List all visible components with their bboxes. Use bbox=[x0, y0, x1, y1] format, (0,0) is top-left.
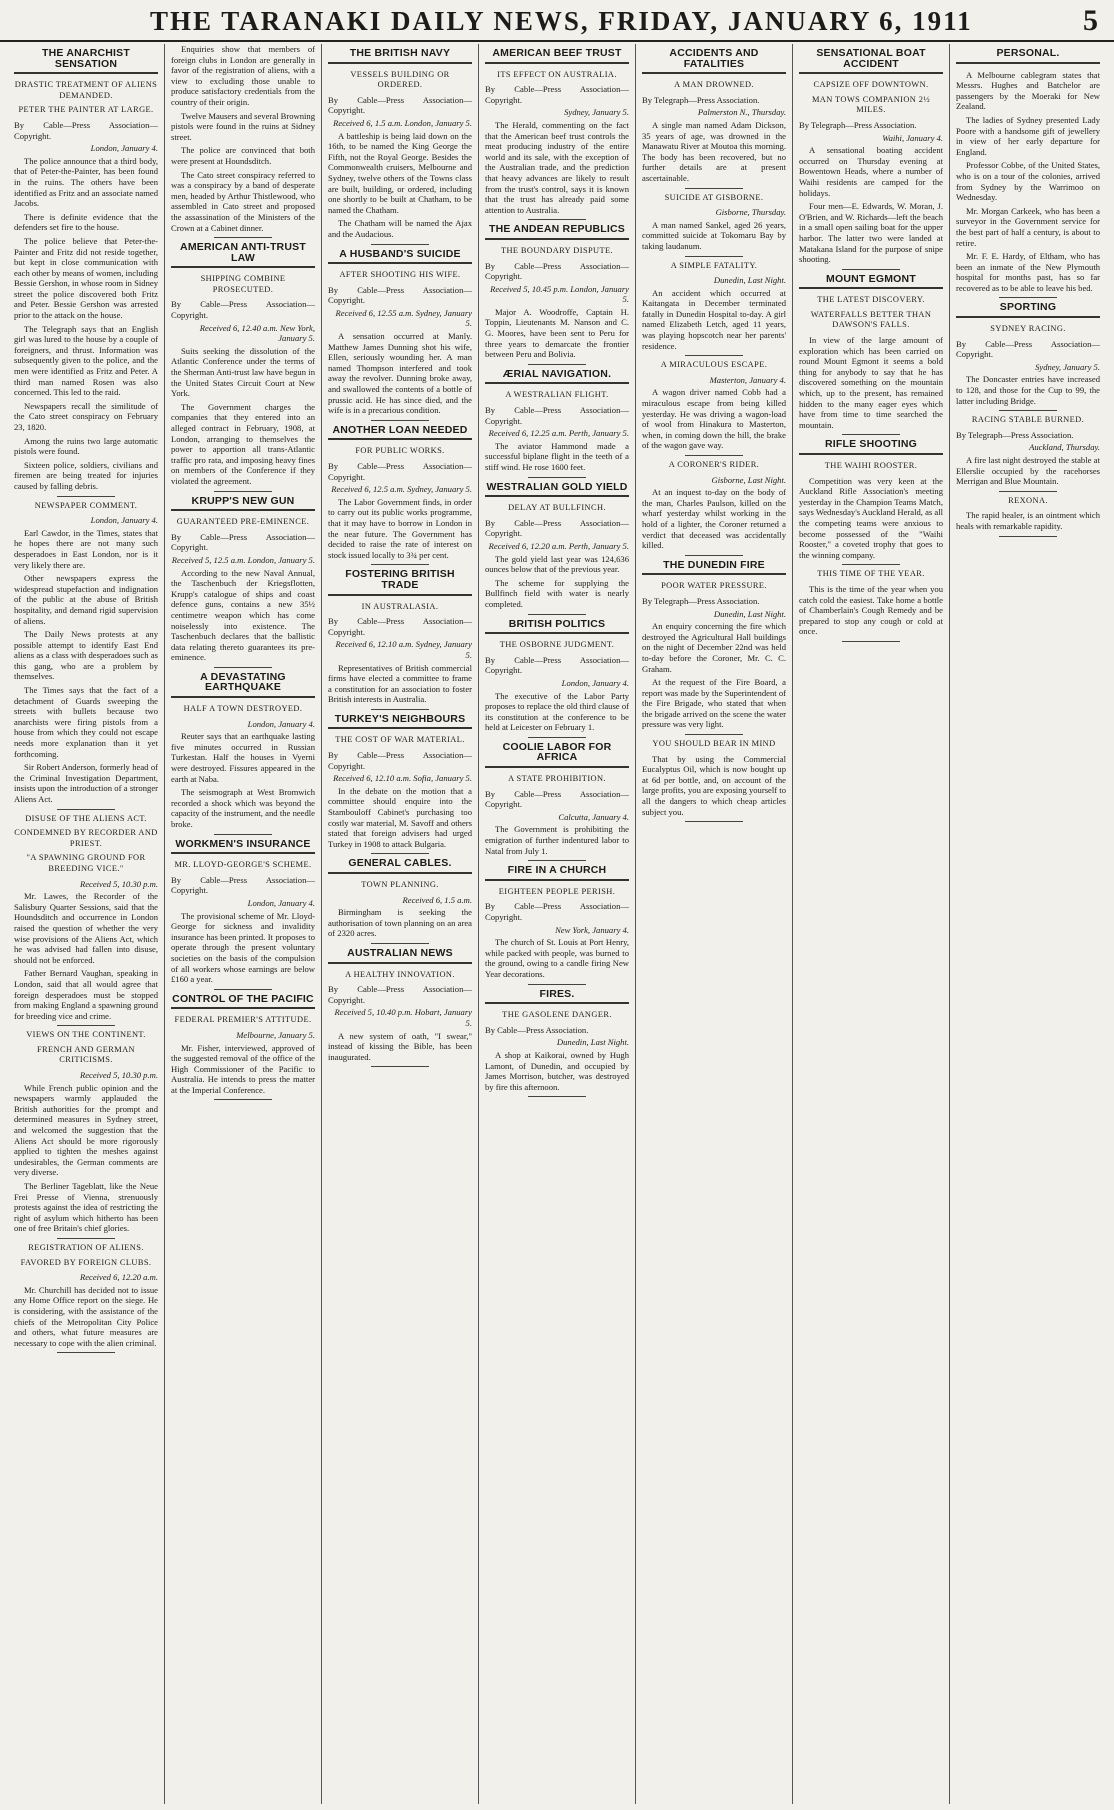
article-headline: RIFLE SHOOTING bbox=[799, 439, 943, 455]
article-paragraph: According to the new Naval Annual, the Taschenbuch der Kriegsflotten, Krupp's catalogue of ships and coast defence guns, contains a new 35½ centimetre weapon which has come noiselessly into existence. The Taschenbuch declares that the ballistic data relating thereto guarantees its pre-eminence. bbox=[171, 567, 315, 663]
article bbox=[956, 415, 1100, 492]
article-dateline: Received 6, 1.5 a.m. bbox=[402, 894, 472, 905]
article-dateline: Sydney, January 5. bbox=[564, 107, 629, 118]
article-subhead: EIGHTEEN PEOPLE PERISH. bbox=[498, 886, 616, 896]
article-paragraph: A sensation occurred at Manly. Matthew James Dunning shot his wife, Ellen, seriously wounding her. A man named Thompson interfered and took away the revolver. Dunning broke away, and swallowed the contents of a bottle of prussic acid. He has since died, and the wife is in a precarious condition. bbox=[328, 331, 472, 416]
section-divider bbox=[371, 709, 429, 710]
news-column bbox=[165, 44, 322, 1804]
article-dateline: Gisborne, Last Night. bbox=[711, 474, 786, 485]
article-subhead: IN AUSTRALASIA. bbox=[361, 601, 439, 611]
article-dateline: Received 6, 12.10 a.m. Sydney, January 5. bbox=[335, 639, 472, 660]
article-dateline: Received 6, 12.20 a.m. Perth, January 5. bbox=[488, 540, 629, 551]
article-paragraph: The Chatham will be named the Ajax and the Audacious. bbox=[328, 218, 472, 239]
article-paragraph: The aviator Hammond made a successful biplane flight in the teeth of a stiff wind. He rose 1600 feet. bbox=[485, 440, 629, 472]
article-paragraph: Mr. Churchill has decided not to issue any Home Office report on the siege. He is considering, with the assistance of the chiefs of the Metropolitan City Police and others, what future measures are necessary to cope with the alien criminal. bbox=[14, 1284, 158, 1348]
section-divider bbox=[685, 256, 743, 257]
section-divider bbox=[57, 1238, 115, 1239]
article-subhead: MAN TOWS COMPANION 2½ MILES. bbox=[811, 94, 931, 115]
article-subhead: A SIMPLE FATALITY. bbox=[670, 260, 758, 270]
section-divider bbox=[528, 614, 586, 615]
section-divider bbox=[214, 491, 272, 492]
article bbox=[485, 742, 629, 861]
article-subhead: DELAY AT BULLFINCH. bbox=[508, 503, 606, 513]
article bbox=[642, 360, 786, 456]
article-subhead: DRASTIC TREATMENT OF ALIENS DEMANDED. bbox=[14, 80, 158, 100]
section-divider bbox=[371, 244, 429, 245]
article-headline: FOSTERING BRITISH TRADE bbox=[328, 569, 472, 595]
section-divider bbox=[685, 188, 743, 189]
article-subhead: WATERFALLS BETTER THAN DAWSON'S FALLS. bbox=[810, 309, 932, 330]
article bbox=[171, 839, 315, 990]
article-paragraph: The church of St. Louis at Port Henry, while packed with people, was burned to the ground, owing to a candle firing New Year decorations. bbox=[485, 937, 629, 979]
article-headline: A HUSBAND'S SUICIDE bbox=[328, 249, 472, 265]
article-byline: By Cable—Press Association—Copyright. bbox=[328, 94, 472, 116]
article bbox=[642, 460, 786, 556]
article-headline: ACCIDENTS AND FATALITIES bbox=[642, 48, 786, 74]
article-headline: ANOTHER LOAN NEEDED bbox=[328, 425, 472, 441]
article-byline: By Cable—Press Association—Copyright. bbox=[328, 616, 472, 637]
section-divider bbox=[842, 641, 900, 642]
article-paragraph: A new system of oath, "I swear," instead of kissing the Bible, has been inaugurated. bbox=[328, 1030, 472, 1062]
article-subhead: SYDNEY RACING. bbox=[990, 324, 1066, 334]
article-paragraph: A single man named Adam Dickson, 35 years of age, was drowned in the Manawatu River at Moutoa this morning. The body has been recovered, but no further details are at present ascertainable. bbox=[642, 119, 786, 183]
article-headline: TURKEY'S NEIGHBOURS bbox=[328, 714, 472, 730]
article-paragraph: An accident which occurred at Kaitangata in December terminated fatally in Dunedin Hospital to-day. A girl named Elizabeth Letch, aged 11 years, was playing hopscotch near her parents' residence. bbox=[642, 287, 786, 351]
article bbox=[799, 569, 943, 642]
article-subhead: POOR WATER PRESSURE. bbox=[661, 581, 767, 591]
article-paragraph: The Government is prohibiting the emigration of further indentured labor to Natal from July 1. bbox=[485, 824, 629, 856]
article bbox=[171, 242, 315, 491]
article-subhead: THE GASOLENE DANGER. bbox=[502, 1010, 612, 1020]
article-byline: By Telegraph—Press Association. bbox=[799, 119, 917, 130]
article-subhead: A WESTRALIAN FLIGHT. bbox=[505, 390, 609, 400]
article-paragraph: The gold yield last year was 124,636 ounces below that of the previous year. bbox=[485, 553, 629, 575]
article-paragraph: The executive of the Labor Party proposes to replace the old third clause of its constitution at the conference to be held at Leicester on February 1. bbox=[485, 690, 629, 733]
news-column bbox=[950, 44, 1106, 1804]
section-divider bbox=[371, 943, 429, 944]
article-paragraph: In view of the large amount of exploration which has been carried on round Mount Egmont it seems a bold thing for anybody to say that he has discovered something on the mountain which, up to the present, has remained hidden to the many eager eyes which have from time to time searched the mountain. bbox=[799, 335, 943, 430]
section-divider bbox=[528, 1096, 586, 1097]
article-subhead: FRENCH AND GERMAN CRITICISMS. bbox=[36, 1044, 135, 1065]
section-divider bbox=[57, 809, 115, 810]
section-divider bbox=[371, 853, 429, 854]
article-paragraph: The ladies of Sydney presented Lady Poore with a handsome gift of jewellery in view of her early departure for England. bbox=[956, 114, 1100, 157]
article-dateline: Calcutta, January 4. bbox=[558, 811, 629, 822]
article-paragraph: The police believe that Peter-the-Painter and Fritz did not reside together, but kept in close communication with each other by means of women, including Bessie Gershon, in whose room in Sidney street the police discovered both Fritz and Peter. Bessie Gershon was arrested prior to the attack on the house. bbox=[14, 235, 158, 321]
section-divider bbox=[999, 491, 1057, 492]
article bbox=[14, 1030, 158, 1239]
article-paragraph: While French public opinion and the newspapers warmly applauded the British authorities for the prompt and determined measures in Sydney street, and welcomed the suggestion that the Aliens Act should be more rigorously applied to tighten the meshes against undesirables, the German comments are very diverse. bbox=[14, 1082, 158, 1178]
article-dateline: London, January 4. bbox=[90, 143, 158, 154]
article-headline: PERSONAL. bbox=[956, 48, 1100, 64]
article-paragraph: A Melbourne cablegram states that Messrs. Hughes and Batchelor are passengers by the Moeraki for New Zealand. bbox=[956, 69, 1100, 112]
article-subhead: A MAN DROWNED. bbox=[674, 80, 754, 90]
section-divider bbox=[528, 219, 586, 220]
article-subhead: A MIRACULOUS ESCAPE. bbox=[660, 360, 768, 370]
article-byline: By Cable—Press Association—Copyright. bbox=[328, 750, 472, 771]
article bbox=[485, 619, 629, 738]
article-paragraph: This is the time of the year when you catch cold the easiest. Take home a bottle of Chamberlain's Cough Remedy and be prepared to stop any cough or cold at once. bbox=[799, 583, 943, 637]
article-headline: THE ANDEAN REPUBLICS bbox=[485, 224, 629, 240]
article-paragraph: The Cato street conspiracy referred to was a conspiracy by a band of desperate men, headed by Arthur Thistlewood, who assembled in Cato street and proposed the assassination of the Ministers of the Crown at a Cabinet dinner. bbox=[171, 169, 315, 233]
article-headline: AUSTRALIAN NEWS bbox=[328, 948, 472, 964]
article-subhead: TOWN PLANNING. bbox=[361, 880, 439, 889]
article-subhead: AFTER SHOOTING HIS WIFE. bbox=[339, 270, 461, 280]
article-paragraph: Twelve Mausers and several Browning pistols were found in the ruins at Sidney street. bbox=[171, 110, 315, 142]
article-byline: By Cable—Press Association—Copyright. bbox=[328, 984, 472, 1005]
article-dateline: Dunedin, Last Night. bbox=[713, 275, 786, 286]
article-paragraph: Professor Cobbe, of the United States, who is on a tour of the colonies, arrived from Sydney by the Warrimoo on Wednesday. bbox=[956, 160, 1100, 203]
article-byline: By Telegraph—Press Association. bbox=[642, 595, 760, 606]
article-subhead: CAPSIZE OFF DOWNTOWN. bbox=[813, 80, 929, 90]
masthead bbox=[0, 0, 1114, 42]
article-paragraph: Mr. Fisher, interviewed, approved of the suggested removal of the office of the High Commissioner of the Pacific to Australia. He intends to press the matter at the Imperial Conference. bbox=[171, 1042, 315, 1095]
article-paragraph: The Doncaster entries have increased to 128, and those for the Cup to 99, the latter including Bridge. bbox=[956, 374, 1100, 406]
article-subhead: SHIPPING COMBINE PROSECUTED. bbox=[200, 274, 286, 294]
article-headline: KRUPP'S NEW GUN bbox=[171, 496, 315, 512]
article-dateline: London, January 4. bbox=[561, 677, 629, 688]
article-headline: MOUNT EGMONT bbox=[799, 274, 943, 290]
article-subhead: "A SPAWNING GROUND FOR BREEDING VICE." bbox=[26, 853, 146, 873]
article bbox=[642, 193, 786, 257]
article-subhead: THE LATEST DISCOVERY. bbox=[817, 295, 925, 305]
article-dateline: Melbourne, January 5. bbox=[236, 1029, 315, 1040]
article-headline: ÆRIAL NAVIGATION. bbox=[485, 369, 629, 385]
article-subhead: REGISTRATION OF ALIENS. bbox=[28, 1242, 144, 1252]
article-subhead: GUARANTEED PRE-EMINENCE. bbox=[176, 517, 310, 527]
article bbox=[799, 274, 943, 436]
section-divider bbox=[685, 734, 743, 735]
article-paragraph: There is definite evidence that the defenders set fire to the house. bbox=[14, 211, 158, 233]
article-subhead: THE WAIHI ROOSTER. bbox=[824, 461, 918, 470]
article bbox=[485, 989, 629, 1098]
article-paragraph: That by using the Commercial Eucalyptus Oil, which is now bought up at 6d per bottle, and, on account of the large profits, you are exposing yourself to all the dangers to which cheap articles subject you. bbox=[642, 753, 786, 817]
section-divider bbox=[842, 564, 900, 565]
article-dateline: Received 6, 1.5 a.m. London, January 5. bbox=[333, 117, 472, 128]
article-paragraph: The provisional scheme of Mr. Lloyd-George for sickness and invalidity insurance has been printed. It proposes to operate through the present voluntary societies on the basis of the compulsion of all workers whose earnings are below £160 a year. bbox=[171, 910, 315, 985]
article-byline: By Cable—Press Association—Copyright. bbox=[485, 901, 629, 922]
article-subhead: HALF A TOWN DESTROYED. bbox=[183, 704, 303, 714]
article-byline: By Cable—Press Association—Copyright. bbox=[171, 299, 315, 321]
article-paragraph: The seismograph at West Bromwich recorded a shock which was beyond the capacity of the instrument, and the needle broke. bbox=[171, 787, 315, 829]
article-subhead: THIS TIME OF THE YEAR. bbox=[817, 569, 925, 579]
article-byline: By Telegraph—Press Association. bbox=[956, 429, 1074, 440]
section-divider bbox=[371, 564, 429, 565]
article-subhead: RACING STABLE BURNED. bbox=[971, 415, 1085, 425]
article-dateline: Auckland, Thursday. bbox=[1029, 442, 1100, 453]
section-divider bbox=[528, 984, 586, 985]
article-headline: THE BRITISH NAVY bbox=[328, 48, 472, 64]
article-headline: FIRE IN A CHURCH bbox=[485, 865, 629, 881]
article-dateline: London, January 4. bbox=[247, 718, 315, 729]
article-subhead: REXONA. bbox=[1008, 495, 1048, 505]
article-paragraph: At an inquest to-day on the body of the man, Charles Paulson, killed on the wharf yesterday whilst working in the hold of a lighter, the Coroner returned a verdict that deceased was accidentally killed. bbox=[642, 487, 786, 551]
article bbox=[328, 948, 472, 1067]
article-subhead: SUICIDE AT GISBORNE. bbox=[664, 192, 764, 202]
article-dateline: Received 6, 12.40 a.m. New York, January 5. bbox=[199, 322, 315, 344]
article bbox=[642, 261, 786, 357]
article-headline: COOLIE LABOR FOR AFRICA bbox=[485, 742, 629, 768]
section-divider bbox=[371, 1066, 429, 1067]
article-subhead: THE COST OF WAR MATERIAL. bbox=[335, 735, 465, 745]
section-divider bbox=[685, 355, 743, 356]
article-dateline: Received 6, 12.5 a.m. Sydney, January 5. bbox=[331, 484, 472, 495]
article-paragraph: The Times says that the fact of a detachment of Guards sweeping the streets with bullets because two anarchists were firing pistols from a house from which they could not escape needs more explanation than it yet forthcoming. bbox=[14, 685, 158, 759]
article-headline: THE DUNEDIN FIRE bbox=[642, 560, 786, 576]
article bbox=[328, 858, 472, 944]
article-headline: SENSATIONAL BOAT ACCIDENT bbox=[799, 48, 943, 74]
article-byline: By Cable—Press Association. bbox=[485, 1024, 589, 1035]
article bbox=[485, 224, 629, 365]
section-divider bbox=[214, 237, 272, 238]
article bbox=[642, 560, 786, 735]
article-headline: GENERAL CABLES. bbox=[328, 858, 472, 874]
article bbox=[328, 249, 472, 421]
article-paragraph: The police announce that a third body, that of Peter-the-Painter, has been found in the ruins. The others have been identified as Fritz and an associate named Jacobs. bbox=[14, 155, 158, 209]
article-paragraph: A battleship is being laid down on the 16th, to be named the King George the Fifth, not the Royal George. Besides the Commonwealth cruisers, Melbourne and Sydney, twelve others of the Towns class are built, building, or ordered, including one shortly to be built at Chatham, to be named the Chatham. bbox=[328, 130, 472, 215]
article-paragraph: Father Bernard Vaughan, speaking in London, said that all would agree that foreign desperadoes must be stopped from making England a spawning ground for breeding vice and crime. bbox=[14, 968, 158, 1021]
article-byline: By Cable—Press Association—Copyright. bbox=[171, 531, 315, 553]
article-paragraph: Mr. Lawes, the Recorder of the Salisbury Quarter Sessions, said that the Houndsditch and occurrence in London raised the question of whether the very wise provisions of the Aliens Act, which he was advised had fallen into disuse, should not be enforced. bbox=[14, 891, 158, 965]
section-divider bbox=[57, 496, 115, 497]
article-paragraph: Sixteen police, soldiers, civilians and firemen are being treated for injuries caused by falling debris. bbox=[14, 459, 158, 491]
section-divider bbox=[528, 737, 586, 738]
article-paragraph: In the debate on the motion that a committee should enquire into the Stambouloff Cabinet's purchasing too costly war material, M. Savoff and others stated that foreign advisers had urged Turkey in 1908 to attack Bulgaria. bbox=[328, 785, 472, 849]
article-paragraph: Representatives of British commercial firms have elected a committee to frame a constitution for an association to foster British interests in Australia. bbox=[328, 662, 472, 705]
article-subhead: A HEALTHY INNOVATION. bbox=[345, 969, 455, 979]
article-dateline: Masterton, January 4. bbox=[709, 374, 786, 385]
article-paragraph: Among the ruins two large automatic pistols were found. bbox=[14, 435, 158, 457]
article bbox=[328, 569, 472, 710]
article-dateline: Sydney, January 5. bbox=[1035, 361, 1100, 372]
article-paragraph: Sir Robert Anderson, formerly head of the Criminal Investigation Department, insists upon the introduction of a stronger Aliens Act. bbox=[14, 762, 158, 804]
article-headline: FIRES. bbox=[485, 989, 629, 1005]
article-subhead: NEWSPAPER COMMENT. bbox=[34, 500, 138, 510]
section-divider bbox=[57, 1352, 115, 1353]
article-dateline: Received 5, 12.5 a.m. London, January 5. bbox=[171, 554, 315, 565]
news-column bbox=[322, 44, 479, 1804]
article-byline: By Cable—Press Association—Copyright. bbox=[485, 654, 629, 676]
article-paragraph: A wagon driver named Cobb had a miraculous escape from being killed yesterday. He was driving a wagon-load of wool from Hinakura to Masterton, when, in coming down the hill, the brake of the wagon gave way. bbox=[642, 387, 786, 451]
article bbox=[956, 302, 1100, 411]
news-column bbox=[636, 44, 793, 1804]
article-headline: SPORTING bbox=[956, 302, 1100, 318]
article bbox=[485, 369, 629, 478]
article bbox=[14, 1243, 158, 1353]
section-divider bbox=[528, 860, 586, 861]
article-paragraph: Reuter says that an earthquake lasting five minutes occurred in Russian Turkestan. Half the houses in Vyerni were destroyed. Fissures appeared in the earth at Naba. bbox=[171, 731, 315, 784]
article-paragraph: An enquiry concerning the fire which destroyed the Agricultural Hall buildings on the night of December 22nd was held to-day before the Coroner, Mr. C. C. Graham. bbox=[642, 621, 786, 674]
section-divider bbox=[214, 989, 272, 990]
article bbox=[171, 672, 315, 835]
section-divider bbox=[214, 667, 272, 668]
article-dateline: Received 6, 12.55 a.m. Sydney, January 5. bbox=[335, 307, 472, 329]
article-subhead: A STATE PROHIBITION. bbox=[508, 774, 606, 784]
article-byline: By Cable—Press Association—Copyright. bbox=[485, 405, 629, 426]
section-divider bbox=[685, 821, 743, 822]
article-paragraph: A sensational boating accident occurred on Thursday evening at Bowentown Heads, where a number of Waihi residents are camped for the holidays. bbox=[799, 145, 943, 198]
article-paragraph: The police are convinced that both were present at Houndsditch. bbox=[171, 145, 315, 166]
article-headline: AMERICAN ANTI-TRUST LAW bbox=[171, 242, 315, 268]
article-subhead: PETER THE PAINTER AT LARGE. bbox=[18, 105, 154, 115]
article-paragraph: The Berliner Tageblatt, like the Neue Frei Presse of Vienna, strenuously protests against the idea of restricting the right of asylum which hitherto has been one of free Britain's chief glories. bbox=[14, 1181, 158, 1234]
page-number: 5 bbox=[1083, 4, 1098, 37]
article-dateline: Received 5, 10.40 p.m. Hobart, January 5. bbox=[334, 1007, 472, 1028]
article-subhead: CONDEMNED BY RECORDER AND PRIEST. bbox=[14, 828, 158, 848]
article bbox=[485, 48, 629, 220]
article-subhead: DISUSE OF THE ALIENS ACT. bbox=[25, 813, 147, 823]
article bbox=[171, 994, 315, 1101]
article-subhead: A CORONER'S RIDER. bbox=[668, 460, 760, 469]
article-paragraph: Newspapers recall the similitude of the Cato street conspiracy on February 23, 1820. bbox=[14, 400, 158, 432]
article-paragraph: The rapid healer, is an ointment which heals with remarkable rapidity. bbox=[956, 510, 1100, 531]
article bbox=[14, 501, 158, 810]
section-divider bbox=[57, 1025, 115, 1026]
article-headline: A DEVASTATING EARTHQUAKE bbox=[171, 672, 315, 698]
article-paragraph: At the request of the Fire Board, a report was made by the Superintendent of the Fire Brigade, who stated that when the brigade arrived on the scene the water pressure was very light. bbox=[642, 677, 786, 730]
article-paragraph: Major A. Woodroffe, Captain H. Toppin, Lieutenants M. Nanson and C. G. Moores, have been sent to Peru for three years to demarcate the frontier between Peru and Bolivia. bbox=[485, 306, 629, 360]
article-dateline: Received 5, 10.30 p.m. bbox=[79, 1070, 158, 1081]
article bbox=[956, 496, 1100, 537]
article-byline: By Cable—Press Association—Copyright. bbox=[171, 874, 315, 896]
article-headline: CONTROL OF THE PACIFIC bbox=[171, 994, 315, 1010]
article-headline: THE ANARCHIST SENSATION bbox=[14, 48, 158, 74]
article-paragraph: A shop at Kaikorai, owned by Hugh Lamont, of Dunedin, and occupied by James Morrison, butcher, was destroyed by fire this afternoon. bbox=[485, 1049, 629, 1092]
article-dateline: Received 5, 10.30 p.m. bbox=[79, 878, 158, 889]
article-paragraph: Enquiries show that members of foreign clubs in London are generally in favor of the registration of aliens, with a view to excluding those unable to produce satisfactory credentials from the country of their origin. bbox=[171, 44, 315, 107]
article-paragraph: Competition was very keen at the Auckland Rifle Association's meeting yesterday in the Champion Teams Match, says Wednesday's Auckland Herald, as all the competing teams were anxious to become possessed of the "Waihi Rooster," a coveted trophy that goes to the winning company. bbox=[799, 475, 943, 560]
article-dateline: Received 6, 12.20 a.m. bbox=[79, 1272, 158, 1283]
article-dateline: Waihi, January 4. bbox=[882, 132, 943, 143]
article-paragraph: The Herald, commenting on the fact that the American beef trust controls the meat producing industry of the entire world and its sale, with the exception of the Australian trade, and the prediction that heavy advances are likely to result from the trust's control, says it is known that the trust has already paid some attention to Australia. bbox=[485, 119, 629, 215]
article-dateline: London, January 4. bbox=[90, 515, 158, 526]
article-dateline: Received 6, 12.25 a.m. Perth, January 5. bbox=[488, 428, 629, 439]
article-paragraph: The Government charges the companies that they entered into an alleged contract in February, 1908, at London, arranging to themselves the power to apportion all trans-Atlantic traffic pro rata, and imposing heavy fines on members of the Conference if they violated the agreement. bbox=[171, 401, 315, 486]
article-subhead: THE BOUNDARY DISPUTE. bbox=[500, 245, 614, 255]
article-byline: By Cable—Press Association—Copyright. bbox=[328, 461, 472, 482]
article-subhead: THE OSBORNE JUDGMENT. bbox=[499, 640, 615, 650]
section-divider bbox=[999, 297, 1057, 298]
article-byline: By Telegraph—Press Association. bbox=[642, 94, 760, 105]
article-byline: By Cable—Press Association—Copyright. bbox=[328, 284, 472, 306]
article bbox=[485, 865, 629, 984]
article-headline: WORKMEN'S INSURANCE bbox=[171, 839, 315, 855]
article bbox=[328, 48, 472, 245]
article-paragraph: The Telegraph says that an English girl was lured to the house by a couple of foreigners, and thrust. Information was subsequently given to the police, and the men were identified as Fritz and Peter. A third man named Rosen was also concerned. This led to the raid. bbox=[14, 323, 158, 398]
article-paragraph: A man named Sankel, aged 26 years, committed suicide at Tokomaru Bay by taking laudanum. bbox=[642, 219, 786, 251]
article-paragraph: Mr. F. E. Hardy, of Eltham, who has been an inmate of the New Plymouth hospital for months past, has so far recovered as to be able to leave his bed. bbox=[956, 251, 1100, 293]
article-byline: By Cable—Press Association—Copyright. bbox=[485, 788, 629, 810]
article bbox=[171, 44, 315, 238]
article-headline: BRITISH POLITICS bbox=[485, 619, 629, 635]
article-byline: By Cable—Press Association—Copyright. bbox=[485, 84, 629, 105]
article-paragraph: Other newspapers express the widespread stupefaction and indignation of the public at the abuse of British hospitality, and demand rigid supervision of aliens. bbox=[14, 573, 158, 626]
article bbox=[642, 48, 786, 189]
article-byline: By Cable—Press Association—Copyright. bbox=[485, 517, 629, 539]
article bbox=[642, 739, 786, 822]
article-subhead: FOR PUBLIC WORKS. bbox=[355, 446, 445, 456]
section-divider bbox=[999, 410, 1057, 411]
article-headline: AMERICAN BEEF TRUST bbox=[485, 48, 629, 64]
article-dateline: Dunedin, Last Night. bbox=[713, 608, 786, 619]
article-paragraph: Four men—E. Edwards, W. Moran, J. O'Brien, and W. Richards—left the beach in a small open sailing boat for the upper harbor. The latter two were landed at Matakana Island for the purpose of snipe shooting. bbox=[799, 201, 943, 265]
news-column bbox=[8, 44, 165, 1804]
article-subhead: VIEWS ON THE CONTINENT. bbox=[26, 1030, 146, 1040]
article-subhead: MR. LLOYD-GEORGE'S SCHEME. bbox=[174, 860, 312, 870]
section-divider bbox=[685, 555, 743, 556]
article bbox=[14, 48, 158, 497]
article bbox=[328, 425, 472, 566]
article-subhead: VESSELS BUILDING OR ORDERED. bbox=[350, 69, 450, 90]
article-dateline: Palmerston N., Thursday. bbox=[697, 107, 786, 118]
article-byline: By Cable—Press Association—Copyright. bbox=[14, 119, 158, 141]
article-subhead: YOU SHOULD BEAR IN MIND bbox=[652, 739, 776, 749]
article-byline: By Cable—Press Association—Copyright. bbox=[485, 260, 629, 282]
section-divider bbox=[842, 434, 900, 435]
section-divider bbox=[842, 269, 900, 270]
article-paragraph: Mr. Morgan Carkeek, who has been a surveyor in the Government service for the best part of half a century, is about to retire. bbox=[956, 205, 1100, 248]
newspaper-title: THE TARANAKI DAILY NEWS, FRIDAY, JANUARY 6, 1911 bbox=[150, 6, 973, 36]
page-body bbox=[8, 44, 1106, 1804]
article-paragraph: Earl Cawdor, in the Times, states that he hopes there are not many such desperadoes in East London, nor is it very likely there are. bbox=[14, 527, 158, 570]
section-divider bbox=[528, 364, 586, 365]
article bbox=[14, 814, 158, 1027]
article-headline: WESTRALIAN GOLD YIELD bbox=[485, 482, 629, 498]
article-paragraph: Suits seeking the dissolution of the Atlantic Conference under the terms of the Sherman Anti-trust law have begun in the United States Circuit Court at New York. bbox=[171, 345, 315, 399]
section-divider bbox=[999, 536, 1057, 537]
article-dateline: Received 5, 10.45 p.m. London, January 5. bbox=[490, 283, 629, 305]
section-divider bbox=[214, 1099, 272, 1100]
article-byline: By Cable—Press Association—Copyright. bbox=[956, 338, 1100, 360]
article bbox=[485, 482, 629, 615]
article bbox=[328, 714, 472, 855]
article-paragraph: The Labor Government finds, in order to carry out its public works programme, that it may have to borrow in London in the near future. The Government has decided to raise the rate of interest on stock issued locally to 3¾ per cent. bbox=[328, 496, 472, 560]
article bbox=[799, 48, 943, 270]
article-dateline: Dunedin, Last Night. bbox=[556, 1037, 629, 1048]
section-divider bbox=[528, 477, 586, 478]
article-dateline: Gisborne, Thursday. bbox=[715, 207, 786, 218]
article-paragraph: Birmingham is seeking the authorisation of town planning on an area of 2320 acres. bbox=[328, 907, 472, 939]
section-divider bbox=[685, 455, 743, 456]
article-dateline: New York, January 4. bbox=[555, 924, 629, 935]
news-column bbox=[793, 44, 950, 1804]
article-paragraph: The scheme for supplying the Bullfinch field with water is nearly completed. bbox=[485, 577, 629, 609]
section-divider bbox=[214, 834, 272, 835]
article-dateline: London, January 4. bbox=[247, 897, 315, 908]
article-paragraph: A fire last night destroyed the stable at Ellerslie occupied by the racehorses Merrigan and Blue Mountain. bbox=[956, 455, 1100, 487]
article bbox=[956, 48, 1100, 298]
article-subhead: FAVORED BY FOREIGN CLUBS. bbox=[20, 1257, 152, 1267]
article-subhead: ITS EFFECT ON AUSTRALIA. bbox=[497, 69, 617, 79]
article-paragraph: The Daily News protests at any possible attempt to identify East End aliens as a class with desperadoes such as this gang, who are a problem by themselves. bbox=[14, 629, 158, 682]
section-divider bbox=[371, 420, 429, 421]
article-dateline: Received 6, 12.10 a.m. Sofia, January 5. bbox=[333, 773, 472, 784]
article-subhead: FEDERAL PREMIER'S ATTITUDE. bbox=[174, 1015, 312, 1025]
news-column bbox=[479, 44, 636, 1804]
article bbox=[799, 439, 943, 565]
article bbox=[171, 496, 315, 668]
